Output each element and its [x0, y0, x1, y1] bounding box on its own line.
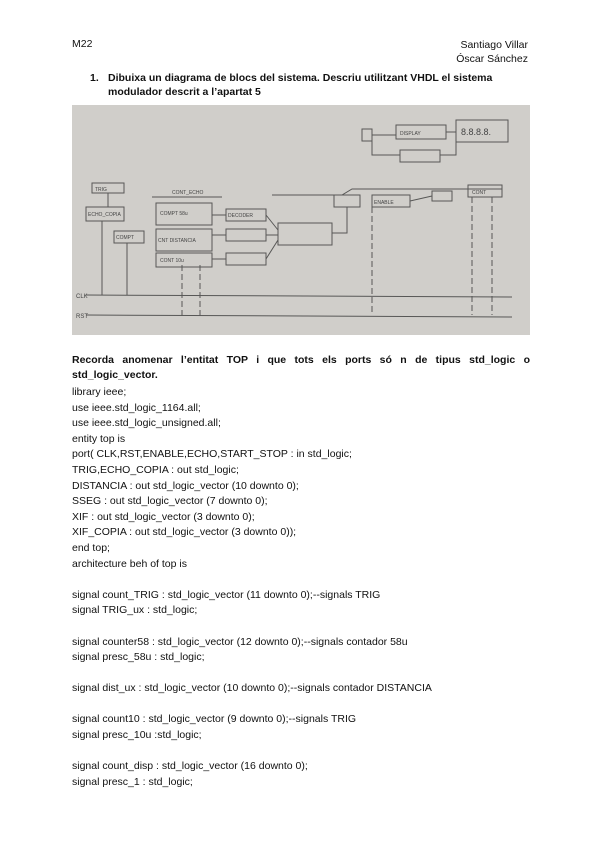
diagram-label: DECODER	[228, 213, 254, 219]
diagram-label: DISPLAY	[400, 131, 421, 137]
block-diagram-photo	[72, 105, 530, 335]
code-line: SSEG : out std_logic_vector (7 downto 0);	[72, 495, 268, 508]
code-line	[72, 619, 542, 635]
vhdl-code	[72, 385, 542, 790]
code-line: end top;	[72, 541, 110, 554]
diagram-label: CONT_ECHO	[172, 190, 204, 196]
code-line	[72, 697, 542, 713]
code-line: entity top is	[72, 432, 126, 445]
code-line: signal count_disp : std_logic_vector (16 downto 0);	[72, 760, 308, 773]
diagram-label: COMPT	[116, 235, 135, 241]
code-line	[72, 572, 542, 588]
diagram-label: CONT 10u	[160, 258, 184, 264]
question-text: Dibuixa un diagrama de blocs del sistema. Descriu utilitzant VHDL el sistema modulador descrit a l’apartat 5	[108, 72, 493, 98]
question-number: 1.	[90, 72, 99, 84]
diagram-label: ENABLE	[374, 200, 394, 206]
code-line: use ieee.std_logic_unsigned.all;	[72, 417, 221, 430]
diagram-label: ECHO_COPIA	[88, 212, 121, 218]
authors	[456, 38, 528, 66]
diagram-label: COMPT 58u	[160, 211, 188, 217]
author-1: Santiago Villar	[460, 39, 528, 51]
code-line: use ieee.std_logic_1164.all;	[72, 401, 201, 414]
clk-label: CLK	[76, 294, 88, 300]
code-line: XIF_COPIA : out std_logic_vector (3 downto 0));	[72, 526, 297, 539]
code-line	[72, 666, 542, 682]
code-line: XIF : out std_logic_vector (3 downto 0);	[72, 510, 255, 523]
code-line	[72, 744, 542, 760]
photo-paper	[72, 105, 530, 335]
code-line: library ieee;	[72, 386, 127, 398]
diagram-label: TRIG	[95, 187, 107, 193]
code-line: architecture beh of top is	[72, 557, 187, 570]
code-line: signal presc_58u : std_logic;	[72, 651, 205, 664]
course-code: M22	[72, 38, 93, 50]
code-line: TRIG,ECHO_COPIA : out std_logic;	[72, 463, 239, 476]
code-line: signal counter58 : std_logic_vector (12 downto 0);--signals contador 58u	[72, 635, 408, 648]
code-line: signal presc_1 : std_logic;	[72, 775, 193, 788]
code-line: signal presc_10u :std_logic;	[72, 729, 202, 742]
rst-label: RST	[76, 314, 88, 320]
diagram-label: 8.8.8.8.	[461, 127, 492, 137]
code-line: signal count10 : std_logic_vector (9 downto 0);--signals TRIG	[72, 713, 357, 726]
code-line: DISTANCIA : out std_logic_vector (10 downto 0);	[72, 479, 299, 492]
code-line: signal dist_ux : std_logic_vector (10 downto 0);--signals contador DISTANCIA	[72, 682, 432, 695]
diagram-label: CONT	[472, 190, 487, 196]
code-line: port( CLK,RST,ENABLE,ECHO,START_STOP : in std_logic;	[72, 448, 352, 461]
code-line: signal count_TRIG : std_logic_vector (11 downto 0);--signals TRIG	[72, 588, 381, 601]
author-2: Óscar Sánchez	[456, 53, 528, 65]
diagram-label: CNT DISTANCIA	[158, 238, 196, 244]
code-line: signal TRIG_ux : std_logic;	[72, 604, 198, 617]
note-text: Recorda anomenar l’entitat TOP i que tots els ports só n de tipus std_logic o std_logic_vector.	[72, 354, 530, 381]
